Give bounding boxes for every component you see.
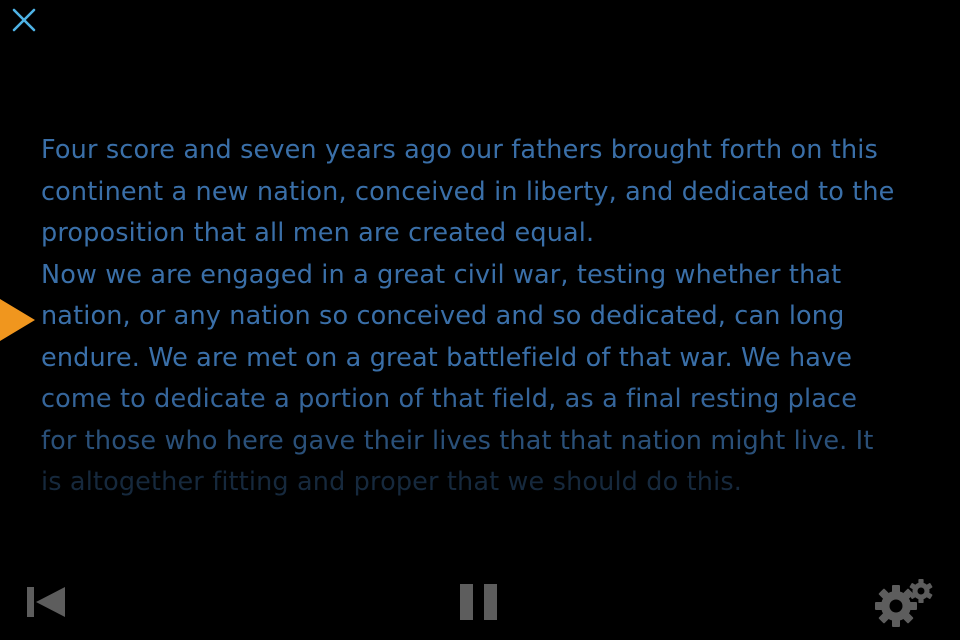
rewind-button[interactable] (24, 584, 68, 620)
current-text-line: nation, or any nation so conceived and so dedicated, can long (41, 301, 845, 331)
playback-controls (0, 570, 960, 640)
reader-text (41, 130, 953, 502)
text-line: Four score and seven years ago our fathers brought forth on this (41, 135, 878, 165)
text-line: proposition that all men are created equal. (41, 218, 595, 248)
text-line: continent a new nation, conceived in liberty, and dedicated to the (41, 176, 895, 207)
text-line: endure. We are met on a great battlefield of that war. We have (41, 342, 853, 373)
reading-position-marker (0, 299, 36, 341)
text-line: for those who here gave their lives that that nation might live. It (41, 425, 874, 456)
text-line: Now we are engaged in a great civil war, testing whether that (41, 259, 842, 290)
close-icon (6, 2, 40, 36)
text-line: is altogether fitting and proper that we should do this. (41, 467, 743, 497)
gear-icon (872, 576, 936, 628)
pause-icon (456, 582, 504, 622)
settings-button[interactable] (872, 576, 936, 628)
text-line: come to dedicate a portion of that field, as a final resting place (41, 384, 858, 414)
pause-button[interactable] (456, 582, 504, 622)
close-button[interactable] (6, 2, 40, 36)
play-triangle-icon (0, 299, 36, 341)
skip-back-icon (24, 584, 68, 620)
